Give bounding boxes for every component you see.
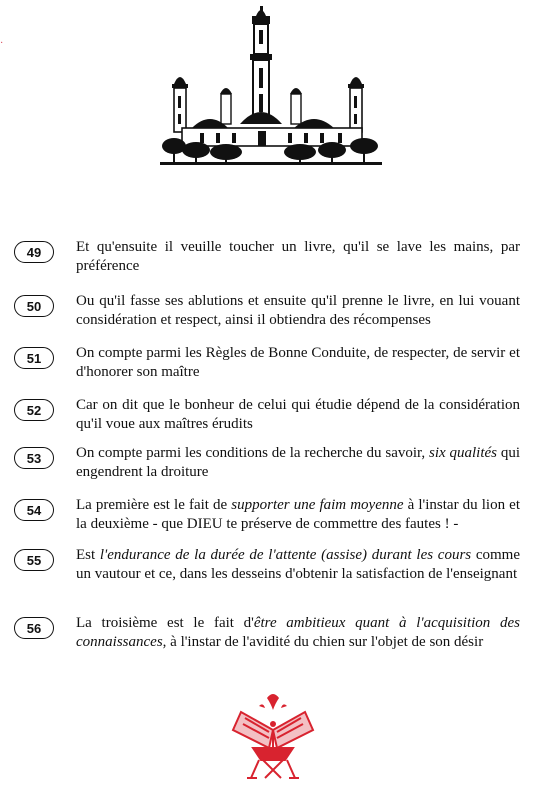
verse-56 (14, 614, 534, 652)
quran-stand-ornament-icon (223, 690, 323, 782)
verse-number-badge: 51 (14, 347, 54, 369)
verse-number-badge: 50 (14, 295, 54, 317)
verse-52 (14, 396, 534, 434)
verse-text: On compte parmi les conditions de la recherche du savoir, six qualités qui engendrent la droiture (76, 445, 520, 480)
verse-number-badge: 52 (14, 399, 54, 421)
margin-mark: · (0, 38, 4, 49)
verse-number-badge: 55 (14, 549, 54, 571)
verse-54 (14, 496, 534, 534)
verse-53 (14, 444, 534, 482)
verse-text: Car on dit que le bonheur de celui qui étudie dépend de la considération qu'il voue aux maîtres érudits (76, 397, 520, 432)
verse-51 (14, 344, 534, 382)
verse-text: Ou qu'il fasse ses ablutions et ensuite qu'il prenne le livre, en lui vouant considération et respect, ainsi il obtiendra des récompenses (76, 293, 520, 328)
verse-number-badge: 54 (14, 499, 54, 521)
verse-number-badge: 53 (14, 447, 54, 469)
verse-number-badge: 56 (14, 617, 54, 639)
verse-55 (14, 546, 534, 584)
verse-text: Est l'endurance de la durée de l'attente (assise) durant les cours comme un vautour et ce, dans les desseins d'obtenir la satisfaction de l'enseignant (76, 547, 521, 582)
verse-text: On compte parmi les Règles de Bonne Conduite, de respecter, de servir et d'honorer son maître (76, 345, 520, 380)
verse-text: Et qu'ensuite il veuille toucher un livre, qu'il se lave les mains, par préférence (76, 239, 520, 274)
verse-49 (14, 238, 534, 276)
mosque-illustration (160, 0, 382, 170)
verse-50 (14, 292, 534, 330)
verse-text: La première est le fait de supporter une faim moyenne à l'instar du lion et la deuxième - que DIEU te préserve de commettre des fautes ! - (76, 497, 521, 532)
verse-number-badge: 49 (14, 241, 54, 263)
verse-text: La troisième est le fait d'être ambitieux quant à l'acquisition des connaissances, à l'instar de l'avidité du chien sur l'objet de son désir (76, 615, 520, 650)
